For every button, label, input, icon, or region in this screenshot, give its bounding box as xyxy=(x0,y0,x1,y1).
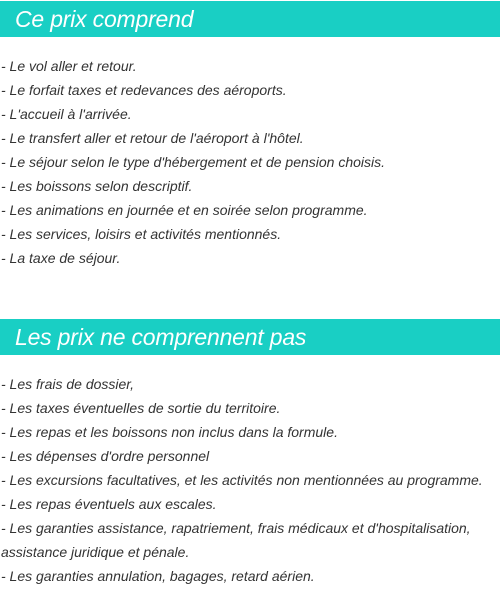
list-item: - Les garanties assistance, rapatriement, frais médicaux et d'hospitalisation, assistance juridique et pénale. xyxy=(1,520,471,560)
list-item: - Les repas et les boissons non inclus dans la formule. xyxy=(1,424,338,440)
list-item: - L'accueil à l'arrivée. xyxy=(1,106,132,122)
section-header-not-included xyxy=(0,319,500,355)
list-item: - Les repas éventuels aux escales. xyxy=(1,496,217,512)
list-item: - Le vol aller et retour. xyxy=(1,58,137,74)
not-included-list xyxy=(0,372,500,588)
list-item: - Les taxes éventuelles de sortie du territoire. xyxy=(1,400,281,416)
list-item: - Les frais de dossier, xyxy=(1,376,135,392)
section-header-included xyxy=(0,1,500,37)
included-list xyxy=(0,54,500,270)
section-title-not-included: Les prix ne comprennent pas xyxy=(15,323,307,350)
list-item: - Les dépenses d'ordre personnel xyxy=(1,448,210,464)
list-item: - Le forfait taxes et redevances des aéroports. xyxy=(1,82,287,98)
list-item: - Les excursions facultatives, et les activités non mentionnées au programme. xyxy=(1,472,483,488)
list-item: - La taxe de séjour. xyxy=(1,250,121,266)
list-item: - Les boissons selon descriptif. xyxy=(1,178,193,194)
section-title-included: Ce prix comprend xyxy=(15,5,194,32)
list-item: - Le séjour selon le type d'hébergement et de pension choisis. xyxy=(1,154,386,170)
list-item: - Le transfert aller et retour de l'aéroport à l'hôtel. xyxy=(1,130,304,146)
list-item: - Les animations en journée et en soirée selon programme. xyxy=(1,202,368,218)
list-item: - Les services, loisirs et activités mentionnés. xyxy=(1,226,282,242)
list-item: - Les garanties annulation, bagages, retard aérien. xyxy=(1,568,315,584)
